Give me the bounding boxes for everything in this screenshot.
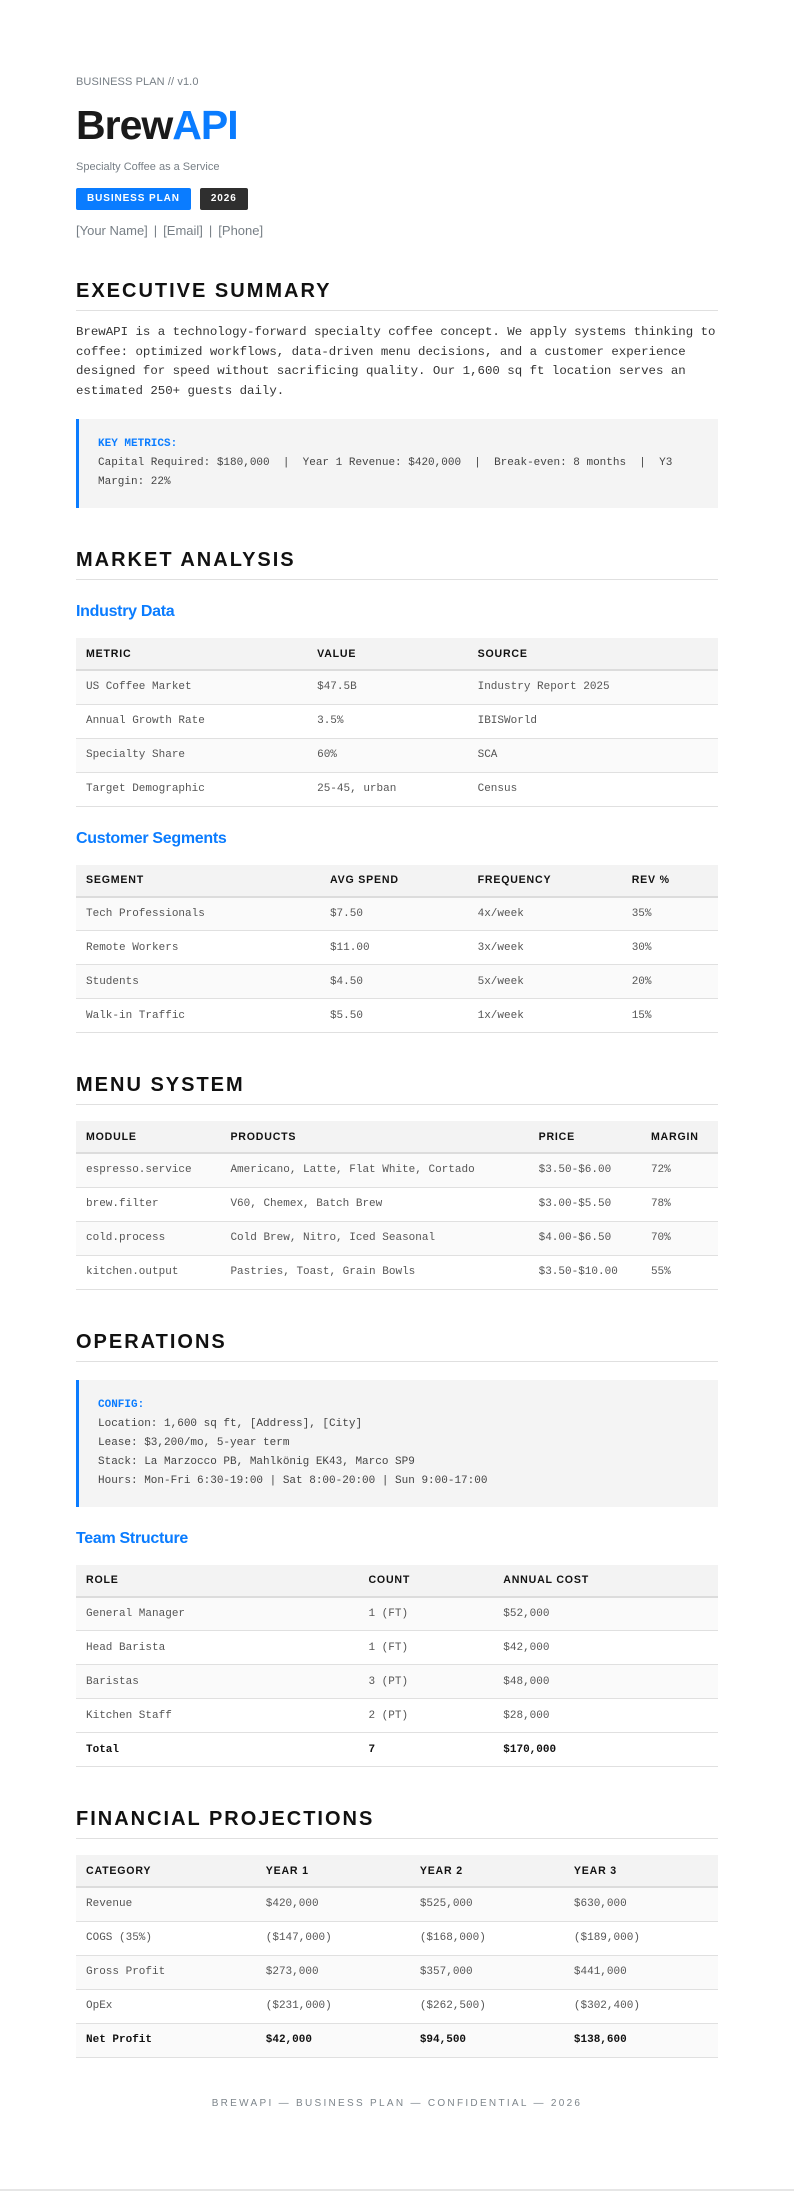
cell: $52,000 xyxy=(493,1597,718,1631)
cell: 20% xyxy=(622,965,718,999)
cell: 1 (FT) xyxy=(358,1597,493,1631)
tagline: Specialty Coffee as a Service xyxy=(76,161,220,173)
cell: 72% xyxy=(641,1153,718,1187)
logo-api: API xyxy=(172,102,238,148)
cell: 35% xyxy=(622,897,718,931)
column-header: YEAR 2 xyxy=(410,1855,564,1887)
total-row xyxy=(76,2023,718,2057)
cell: $630,000 xyxy=(564,1887,718,1921)
callout-title: CONFIG: xyxy=(98,1398,145,1411)
cell: Kitchen Staff xyxy=(76,1699,358,1733)
section-title: FINANCIAL PROJECTIONS xyxy=(76,1807,718,1839)
cell: Students xyxy=(76,965,320,999)
cell: 3.5% xyxy=(307,704,468,738)
table-row xyxy=(76,965,718,999)
cell: 78% xyxy=(641,1187,718,1221)
column-header: AVG SPEND xyxy=(320,865,468,897)
cell: 60% xyxy=(307,738,468,772)
column-header: YEAR 1 xyxy=(256,1855,410,1887)
logo-brew: Brew xyxy=(76,102,173,148)
cell: 15% xyxy=(622,999,718,1033)
cell: $273,000 xyxy=(256,1955,410,1989)
cell: $3.50-$6.00 xyxy=(529,1153,641,1187)
cell: Pastries, Toast, Grain Bowls xyxy=(220,1255,528,1289)
cell: 5x/week xyxy=(468,965,622,999)
contact-name: [Your Name] xyxy=(76,223,148,238)
badge-row xyxy=(76,188,718,210)
executive-summary-section xyxy=(76,279,718,508)
cell: Target Demographic xyxy=(76,772,307,806)
table-row xyxy=(76,1255,718,1289)
section-title: MARKET ANALYSIS xyxy=(76,548,718,580)
table-row xyxy=(76,999,718,1033)
cell: ($189,000) xyxy=(564,1921,718,1955)
table-header-row xyxy=(76,1121,718,1153)
cell: 1x/week xyxy=(468,999,622,1033)
cell: Head Barista xyxy=(76,1631,358,1665)
cell: 7 xyxy=(358,1733,493,1767)
column-header: SOURCE xyxy=(468,638,718,670)
table-header-row xyxy=(76,638,718,670)
subsection-title: Industry Data xyxy=(76,603,175,620)
cell: $47.5B xyxy=(307,670,468,704)
cell: 4x/week xyxy=(468,897,622,931)
column-header: PRICE xyxy=(529,1121,641,1153)
column-header: ANNUAL COST xyxy=(493,1565,718,1597)
column-header: VALUE xyxy=(307,638,468,670)
table-row xyxy=(76,1597,718,1631)
cell: Tech Professionals xyxy=(76,897,320,931)
summary-paragraph: BrewAPI is a technology-forward specialty coffee concept. We apply systems thinking to coffee: optimized workflows, data-driven menu decisions, and a customer experience designed for speed without sacrificing quality. Our 1,600 sq ft location serves an estimated 250+ guests daily. xyxy=(76,325,716,398)
table-row xyxy=(76,897,718,931)
cell: ($168,000) xyxy=(410,1921,564,1955)
cell: Remote Workers xyxy=(76,931,320,965)
cell: $42,000 xyxy=(256,2023,410,2057)
cell: SCA xyxy=(468,738,718,772)
config-line-lease: Lease: $3,200/mo, 5-year term xyxy=(98,1436,290,1449)
cell: Census xyxy=(468,772,718,806)
cell: $441,000 xyxy=(564,1955,718,1989)
cell: ($231,000) xyxy=(256,1989,410,2023)
cell: cold.process xyxy=(76,1221,220,1255)
cell: Annual Growth Rate xyxy=(76,704,307,738)
cell: 3x/week xyxy=(468,931,622,965)
cell: 70% xyxy=(641,1221,718,1255)
cell: 3 (PT) xyxy=(358,1665,493,1699)
cell: ($302,400) xyxy=(564,1989,718,2023)
callout-title: KEY METRICS: xyxy=(98,438,178,450)
market-analysis-section xyxy=(76,548,718,1033)
table-row xyxy=(76,931,718,965)
column-header: MARGIN xyxy=(641,1121,718,1153)
cell: COGS (35%) xyxy=(76,1921,256,1955)
cell: $94,500 xyxy=(410,2023,564,2057)
table-row xyxy=(76,1631,718,1665)
table-header-row xyxy=(76,865,718,897)
column-header: FREQUENCY xyxy=(468,865,622,897)
year-badge: 2026 xyxy=(200,188,248,210)
subsection-title: Customer Segments xyxy=(76,829,227,847)
cell: $48,000 xyxy=(493,1665,718,1699)
financial-projections-table xyxy=(76,1855,718,2058)
config-line-location: Location: 1,600 sq ft, [Address], [City] xyxy=(98,1417,363,1430)
column-header: SEGMENT xyxy=(76,865,320,897)
cell: $42,000 xyxy=(493,1631,718,1665)
column-header: YEAR 3 xyxy=(564,1855,718,1887)
cell: $5.50 xyxy=(320,999,468,1033)
cell: V60, Chemex, Batch Brew xyxy=(220,1187,528,1221)
cell: kitchen.output xyxy=(76,1255,220,1289)
column-header: COUNT xyxy=(358,1565,493,1597)
column-header: METRIC xyxy=(76,638,307,670)
cell: brew.filter xyxy=(76,1187,220,1221)
subsection-title: Team Structure xyxy=(76,1529,188,1547)
cell: Baristas xyxy=(76,1665,358,1699)
industry-data-table xyxy=(76,638,718,807)
business-plan-badge: BUSINESS PLAN xyxy=(76,188,191,210)
cell: 30% xyxy=(622,931,718,965)
document-header xyxy=(76,76,718,239)
brand-logo xyxy=(76,102,718,148)
menu-table xyxy=(76,1121,718,1290)
cell: Americano, Latte, Flat White, Cortado xyxy=(220,1153,528,1187)
column-header: PRODUCTS xyxy=(220,1121,528,1153)
cell: ($147,000) xyxy=(256,1921,410,1955)
cell: Cold Brew, Nitro, Iced Seasonal xyxy=(220,1221,528,1255)
config-line-stack: Stack: La Marzocco PB, Mahlkönig EK43, Marco SP9 xyxy=(98,1455,415,1468)
cell: Total xyxy=(76,1733,358,1767)
cell: $7.50 xyxy=(320,897,468,931)
column-header: ROLE xyxy=(76,1565,358,1597)
customer-segments-table xyxy=(76,865,718,1034)
table-row xyxy=(76,1699,718,1733)
cell: IBISWorld xyxy=(468,704,718,738)
financial-projections-section xyxy=(76,1807,718,2058)
cell: 1 (FT) xyxy=(358,1631,493,1665)
cell: Specialty Share xyxy=(76,738,307,772)
cell: Industry Report 2025 xyxy=(468,670,718,704)
contact-line xyxy=(76,223,718,239)
cell: ($262,500) xyxy=(410,1989,564,2023)
contact-email: [Email] xyxy=(163,223,203,238)
cell: $28,000 xyxy=(493,1699,718,1733)
cell: $525,000 xyxy=(410,1887,564,1921)
document-footer: BREWAPI — BUSINESS PLAN — CONFIDENTIAL — 2026 xyxy=(211,2097,583,2109)
version-label: BUSINESS PLAN // v1.0 xyxy=(76,76,199,88)
cell: Net Profit xyxy=(76,2023,256,2057)
table-row xyxy=(76,1665,718,1699)
table-row xyxy=(76,772,718,806)
cell: Gross Profit xyxy=(76,1955,256,1989)
cell: OpEx xyxy=(76,1989,256,2023)
cell: $420,000 xyxy=(256,1887,410,1921)
cell: General Manager xyxy=(76,1597,358,1631)
cell: 25-45, urban xyxy=(307,772,468,806)
table-row xyxy=(76,1921,718,1955)
section-title: MENU SYSTEM xyxy=(76,1073,718,1105)
team-structure-table xyxy=(76,1565,718,1768)
cell: 55% xyxy=(641,1255,718,1289)
key-metrics-text: Capital Required: $180,000 | Year 1 Revenue: $420,000 | Break-even: 8 months | Y3 Margin: 22% xyxy=(98,457,679,488)
separator: | xyxy=(208,223,213,238)
column-header: CATEGORY xyxy=(76,1855,256,1887)
column-header: MODULE xyxy=(76,1121,220,1153)
cell: $3.50-$10.00 xyxy=(529,1255,641,1289)
cell: 2 (PT) xyxy=(358,1699,493,1733)
cell: $170,000 xyxy=(493,1733,718,1767)
operations-section xyxy=(76,1330,718,1768)
cell: Walk-in Traffic xyxy=(76,999,320,1033)
cell: $4.00-$6.50 xyxy=(529,1221,641,1255)
table-row xyxy=(76,1989,718,2023)
total-row xyxy=(76,1733,718,1767)
separator: | xyxy=(153,223,158,238)
table-row xyxy=(76,1187,718,1221)
cell: $4.50 xyxy=(320,965,468,999)
table-row xyxy=(76,704,718,738)
cell: $11.00 xyxy=(320,931,468,965)
column-header: REV % xyxy=(622,865,718,897)
table-header-row xyxy=(76,1855,718,1887)
table-row xyxy=(76,738,718,772)
table-row xyxy=(76,1153,718,1187)
section-title: OPERATIONS xyxy=(76,1330,718,1362)
table-header-row xyxy=(76,1565,718,1597)
key-metrics-callout xyxy=(76,419,718,508)
cell: espresso.service xyxy=(76,1153,220,1187)
section-title: EXECUTIVE SUMMARY xyxy=(76,279,718,311)
table-row xyxy=(76,670,718,704)
cell: US Coffee Market xyxy=(76,670,307,704)
contact-phone: [Phone] xyxy=(218,223,264,238)
table-row xyxy=(76,1955,718,1989)
cell: $3.00-$5.50 xyxy=(529,1187,641,1221)
cell: $138,600 xyxy=(564,2023,718,2057)
config-callout xyxy=(76,1380,718,1507)
config-line-hours: Hours: Mon-Fri 6:30-19:00 | Sat 8:00-20:00 | Sun 9:00-17:00 xyxy=(98,1474,488,1487)
cell: Revenue xyxy=(76,1887,256,1921)
menu-system-section xyxy=(76,1073,718,1290)
cell: $357,000 xyxy=(410,1955,564,1989)
table-row xyxy=(76,1221,718,1255)
table-row xyxy=(76,1887,718,1921)
